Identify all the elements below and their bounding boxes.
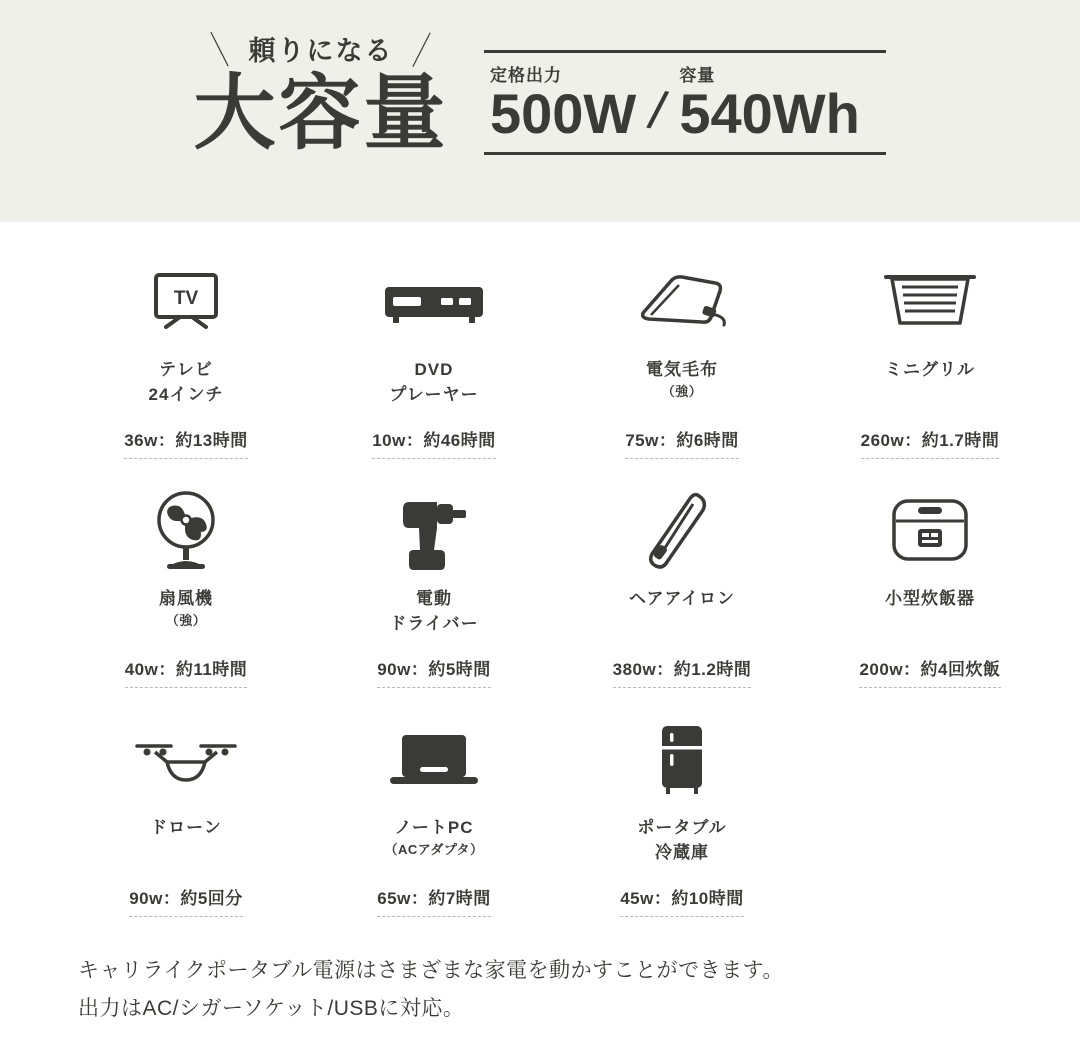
appliance-spec: 65w：約7時間 <box>377 884 491 917</box>
tagline-text: 頼りになる <box>248 35 394 66</box>
appliance-name: ノートPC （ACアダプタ） <box>384 818 484 857</box>
spec-panel <box>484 50 886 155</box>
spec-rated-output-value: 500W <box>490 82 637 145</box>
spec-capacity-value: 540Wh <box>679 82 860 145</box>
header-banner <box>0 0 1080 222</box>
appliance-spec: 200w：約4回炊飯 <box>859 655 1000 688</box>
appliance-spec: 10w：約46時間 <box>372 426 496 459</box>
spec-rated-output <box>490 61 636 144</box>
tagline-slash-right-icon: ／ <box>402 30 443 72</box>
appliance-name: ミニグリル <box>885 360 975 379</box>
appliance-cell-drone <box>62 704 310 917</box>
footer-description <box>0 933 1080 1024</box>
header-content <box>176 28 886 159</box>
appliance-cell-power-drill <box>310 475 558 688</box>
electric-blanket-icon <box>627 246 737 358</box>
dvd-player-icon <box>379 246 489 358</box>
appliance-spec: 36w：約13時間 <box>124 426 248 459</box>
appliance-name: ヘアアイロン <box>629 589 735 608</box>
appliance-cell-hair-iron <box>558 475 806 688</box>
appliance-name: 扇風機 （強） <box>159 589 213 628</box>
appliance-spec: 75w：約6時間 <box>625 426 739 459</box>
appliance-name: ポータブル 冷蔵庫 <box>637 818 727 862</box>
appliance-spec: 90w：約5回分 <box>129 884 243 917</box>
hair-iron-icon <box>637 475 727 587</box>
tagline <box>176 28 466 72</box>
appliance-cell-mini-grill <box>806 246 1054 459</box>
appliance-name: ドローン <box>150 818 222 837</box>
appliance-spec: 90w：約5時間 <box>377 655 491 688</box>
tv-icon <box>148 246 224 358</box>
spec-capacity <box>679 61 860 144</box>
laptop-icon <box>384 704 484 816</box>
appliance-cell-empty <box>806 704 1054 917</box>
power-drill-icon <box>389 475 479 587</box>
page-title: 大容量 <box>193 68 449 159</box>
appliance-row <box>0 704 1080 917</box>
footer-line-1: キャリライクポータブル電源はさまざまな家電を動かすことができます。 <box>78 959 784 982</box>
appliance-cell-dvd-player <box>310 246 558 459</box>
appliance-grid <box>0 222 1080 917</box>
appliance-cell-tv <box>62 246 310 459</box>
tagline-slash-left-icon: ＼ <box>199 30 240 72</box>
appliance-row <box>0 246 1080 459</box>
appliance-spec: 260w：約1.7時間 <box>861 426 1000 459</box>
rice-cooker-icon <box>884 475 976 587</box>
footer-line-2: 出力はAC/シガーソケット/USBに対応。 <box>78 996 465 1020</box>
appliance-cell-portable-fridge <box>558 704 806 917</box>
svg-text:TV: TV <box>173 288 199 309</box>
spec-rated-output-label: 定格出力 <box>490 66 562 85</box>
spec-divider-icon: / <box>644 80 672 143</box>
header-left <box>176 28 466 159</box>
appliance-name: 小型炊飯器 <box>885 589 975 608</box>
electric-fan-icon <box>143 475 229 587</box>
appliance-cell-laptop <box>310 704 558 917</box>
appliance-name: テレビ 24インチ <box>148 360 224 404</box>
portable-fridge-icon <box>650 704 714 816</box>
spec-capacity-label: 容量 <box>679 66 716 85</box>
appliance-name: DVD プレーヤー <box>389 360 479 404</box>
appliance-cell-electric-blanket <box>558 246 806 459</box>
appliance-cell-rice-cooker <box>806 475 1054 688</box>
appliance-name: 電気毛布 （強） <box>646 360 718 399</box>
appliance-row <box>0 475 1080 688</box>
appliance-spec: 380w：約1.2時間 <box>613 655 752 688</box>
drone-icon <box>127 704 245 816</box>
appliance-spec: 40w：約11時間 <box>125 655 248 688</box>
spec-row <box>490 61 880 144</box>
mini-grill-icon <box>878 246 982 358</box>
appliance-cell-electric-fan <box>62 475 310 688</box>
appliance-spec: 45w：約10時間 <box>620 884 744 917</box>
appliance-name: 電動 ドライバー <box>389 589 479 633</box>
